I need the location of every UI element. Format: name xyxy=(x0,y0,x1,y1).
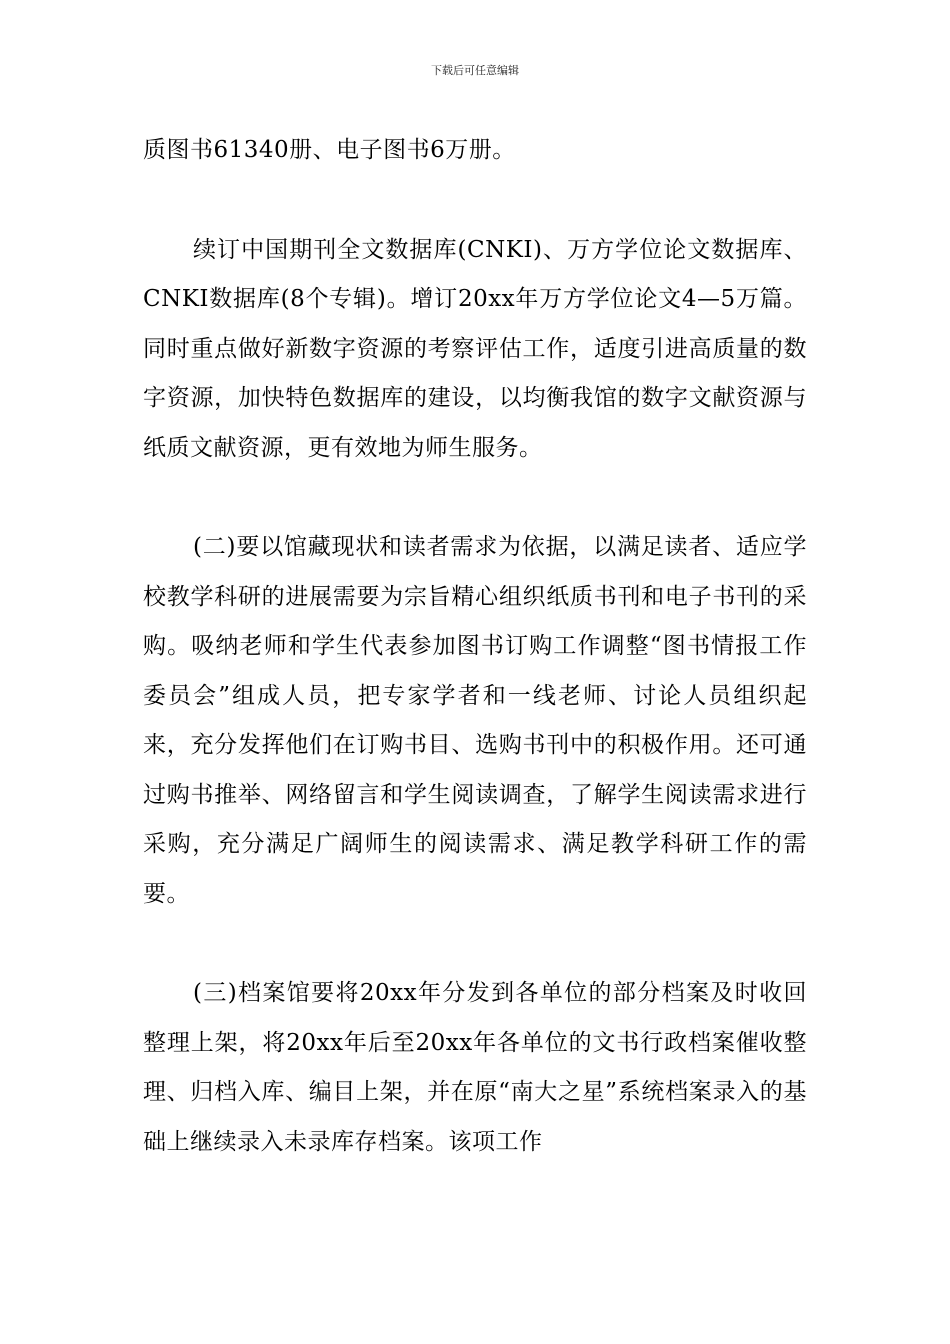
page-header: 下载后可任意编辑 xyxy=(431,64,519,77)
paragraph-gap xyxy=(143,919,807,969)
document-body xyxy=(143,126,807,1167)
paragraph-section-2: (二)要以馆藏现状和读者需求为依据，以满足读者、适应学校教学科研的进展需要为宗旨精心组织纸质书刊和电子书刊的采购。吸纳老师和学生代表参加图书订购工作调整“图书情报工作委员会”组成人员，把专家学者和一线老师、讨论人员组织起来，充分发挥他们在订购书目、选购书刊中的积极作用。还可通过购书推举、网络留言和学生阅读调查，了解学生阅读需求进行采购，充分满足广阔师生的阅读需求、满足教学科研工作的需要。 xyxy=(143,534,807,907)
paragraph-section-3: (三)档案馆要将20xx年分发到各单位的部分档案及时收回整理上架，将20xx年后至20xx年各单位的文书行政档案催收整理、归档入库、编目上架，并在原“南大之星”系统档案录入的基础上继续录入未录库存档案。该项工作 xyxy=(143,980,807,1155)
paragraph-gap xyxy=(143,473,807,523)
paragraph-continuation: 质图书61340册、电子图书6万册。 xyxy=(143,137,516,163)
paragraph-gap xyxy=(143,176,807,226)
paragraph-databases: 续订中国期刊全文数据库(CNKI)、万方学位论文数据库、CNKI数据库(8个专辑)。增订20xx年万方学位论文4—5万篇。同时重点做好新数字资源的考察评估工作，适度引进高质量的数字资源，加快特色数据库的建设，以均衡我馆的数字文献资源与纸质文献资源，更有效地为师生服务。 xyxy=(143,236,807,461)
